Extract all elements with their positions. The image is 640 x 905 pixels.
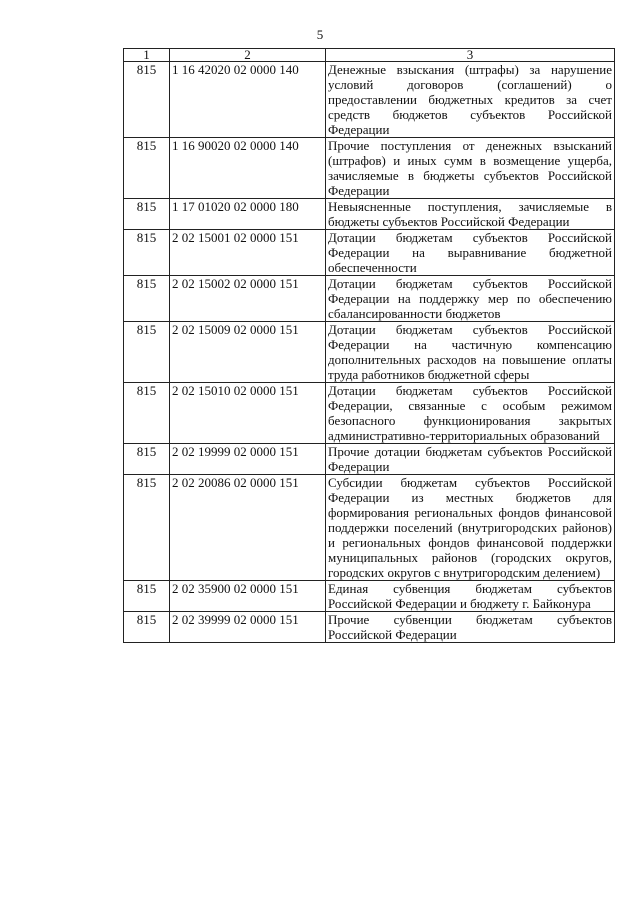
revenue-name-cell: Дотации бюджетам субъектов Российской Федерации на выравнивание бюджетной обеспеченности bbox=[326, 230, 615, 276]
admin-code-cell: 815 bbox=[124, 276, 170, 322]
budget-code-cell: 2 02 19999 02 0000 151 bbox=[170, 444, 326, 475]
table-row bbox=[124, 444, 615, 475]
table-row bbox=[124, 276, 615, 322]
admin-code-cell: 815 bbox=[124, 475, 170, 581]
admin-code-cell: 815 bbox=[124, 612, 170, 643]
budget-code-cell: 1 16 42020 02 0000 140 bbox=[170, 62, 326, 138]
revenue-name-cell: Денежные взыскания (штрафы) за нарушение условий договоров (соглашений) о предоставлении бюджетных кредитов за счет средств бюджетов субъектов Российской Федерации bbox=[326, 62, 615, 138]
admin-code-cell: 815 bbox=[124, 199, 170, 230]
admin-code-cell: 815 bbox=[124, 62, 170, 138]
budget-revenue-table bbox=[123, 48, 615, 643]
budget-code-cell: 2 02 15001 02 0000 151 bbox=[170, 230, 326, 276]
table-row bbox=[124, 383, 615, 444]
table-header-row bbox=[124, 49, 615, 62]
header-col-3: 3 bbox=[326, 49, 615, 62]
table-row bbox=[124, 230, 615, 276]
budget-code-cell: 1 17 01020 02 0000 180 bbox=[170, 199, 326, 230]
budget-code-cell: 2 02 39999 02 0000 151 bbox=[170, 612, 326, 643]
revenue-name-cell: Дотации бюджетам субъектов Российской Федерации, связанные с особым режимом безопасного функционирования закрытых административно-территориальных образований bbox=[326, 383, 615, 444]
revenue-name-cell: Дотации бюджетам субъектов Российской Федерации на частичную компенсацию дополнительных расходов на повышение оплаты труда работников бюджетной сферы bbox=[326, 322, 615, 383]
admin-code-cell: 815 bbox=[124, 444, 170, 475]
page-number: 5 bbox=[316, 27, 324, 42]
admin-code-cell: 815 bbox=[124, 581, 170, 612]
revenue-name-cell: Прочие поступления от денежных взысканий (штрафов) и иных сумм в возмещение ущерба, зачисляемые в бюджеты субъектов Российской Федерации bbox=[326, 138, 615, 199]
revenue-name-cell: Прочие дотации бюджетам субъектов Российской Федерации bbox=[326, 444, 615, 475]
revenue-name-cell: Невыясненные поступления, зачисляемые в бюджеты субъектов Российской Федерации bbox=[326, 199, 615, 230]
revenue-name-cell: Дотации бюджетам субъектов Российской Федерации на поддержку мер по обеспечению сбалансированности бюджетов bbox=[326, 276, 615, 322]
revenue-name-cell: Единая субвенция бюджетам субъектов Российской Федерации и бюджету г. Байконура bbox=[326, 581, 615, 612]
budget-code-cell: 2 02 35900 02 0000 151 bbox=[170, 581, 326, 612]
table-row bbox=[124, 62, 615, 138]
admin-code-cell: 815 bbox=[124, 138, 170, 199]
table-row bbox=[124, 138, 615, 199]
table-row bbox=[124, 612, 615, 643]
revenue-name-cell: Субсидии бюджетам субъектов Российской Федерации из местных бюджетов для формирования региональных фондов финансовой поддержки поселений (внутригородских районов) и региональных фондов финансовой поддержки муниципальных районов (городских округов, городских округов с внутригородским делением) bbox=[326, 475, 615, 581]
admin-code-cell: 815 bbox=[124, 383, 170, 444]
admin-code-cell: 815 bbox=[124, 322, 170, 383]
budget-code-cell: 2 02 15010 02 0000 151 bbox=[170, 383, 326, 444]
revenue-name-cell: Прочие субвенции бюджетам субъектов Российской Федерации bbox=[326, 612, 615, 643]
budget-code-cell: 2 02 20086 02 0000 151 bbox=[170, 475, 326, 581]
table-row bbox=[124, 199, 615, 230]
admin-code-cell: 815 bbox=[124, 230, 170, 276]
header-col-1: 1 bbox=[124, 49, 170, 62]
header-col-2: 2 bbox=[170, 49, 326, 62]
budget-code-cell: 1 16 90020 02 0000 140 bbox=[170, 138, 326, 199]
budget-code-cell: 2 02 15009 02 0000 151 bbox=[170, 322, 326, 383]
table-row bbox=[124, 475, 615, 581]
table-row bbox=[124, 581, 615, 612]
table-row bbox=[124, 322, 615, 383]
budget-code-cell: 2 02 15002 02 0000 151 bbox=[170, 276, 326, 322]
